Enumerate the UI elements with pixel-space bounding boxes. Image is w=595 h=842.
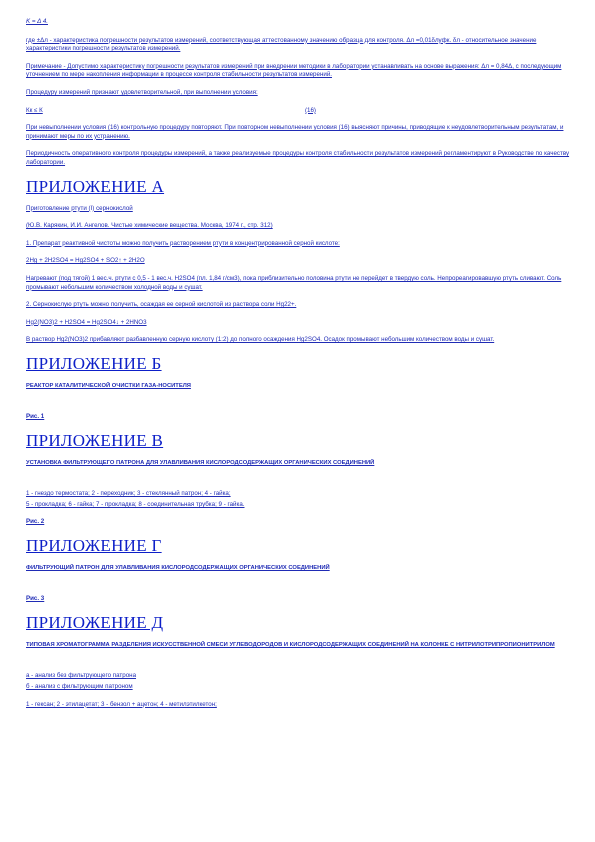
appendix-v-legend-2: 5 - прокладка; 6 - гайка; 7 - прокладка; 8 - соединительная трубка; 9 - гайка. xyxy=(26,500,245,508)
figure-3-caption: Рис. 3 xyxy=(26,595,45,603)
appendix-a-title: Приготовление ртути (I) сернокислой xyxy=(26,204,133,212)
formula-16 xyxy=(26,107,316,116)
appendix-a-equation-2: Hg2(NO3)2 + H2SO4 = Hg2SO4↓ + 2HNO3 xyxy=(26,318,147,326)
appendix-g-title: ФИЛЬТРУЮЩИЙ ПАТРОН ДЛЯ УЛАВЛИВАНИЯ КИСЛОРОДСОДЕРЖАЩИХ ОРГАНИЧЕСКИХ СОЕДИНЕНИЙ xyxy=(26,565,330,572)
appendix-a-reference: (Ю.В. Карякин, И.И. Ангелов. Чистые химические вещества. Москва, 1974 г., стр. 312) xyxy=(26,222,273,230)
appendix-a-step-1: 1. Препарат реактивной чистоты можно получить растворением ртути в концентрированной серной кислоте: xyxy=(26,239,340,247)
appendix-a-heating: Нагревают (под тягой) 1 вес.ч. ртути с 0,5 - 1 вес.ч. H2SO4 (пл. 1,84 г/см3), пока приблизительно половина ртути не перейдет в твердую соль. Непрореагировавшую ртуть сливают. Соль промывают небольшим количеством холодной воды и сушат. xyxy=(26,274,562,291)
formula-16-number: (16) xyxy=(304,106,316,114)
heading-appendix-d: ПРИЛОЖЕНИЕ Д xyxy=(26,613,164,633)
appendix-a-solution: В раствор Hg2(NO3)2 прибавляют разбавленную серную кислоту (1:2) до полного осаждения Hg2SO4. Осадок промывают небольшим количеством воды и сушат. xyxy=(26,336,495,344)
heading-appendix-a: ПРИЛОЖЕНИЕ А xyxy=(26,176,165,196)
heading-appendix-g: ПРИЛОЖЕНИЕ Г xyxy=(26,536,162,556)
paragraph-note: Примечание - Допустимо характеристику погрешности результатов измерений при внедрении методики в лаборатории устанавливать на основе выражения: Δл = 0,84Δ, с последующим уточнением по мере накопления информации в процессе контроля стабильности результатов измерений. xyxy=(26,62,562,79)
document-page xyxy=(26,18,574,718)
appendix-b-title: РЕАКТОР КАТАЛИТИЧЕСКОЙ ОЧИСТКИ ГАЗА-НОСИТЕЛЯ xyxy=(26,382,191,389)
paragraph-failure: При невыполнении условия (16) контрольную процедуру повторяют. При повторном невыполнении условия (16) выясняют причины, приводящие к неудовлетворительным результатам, и принимают меры по их устранению. xyxy=(26,124,564,140)
figure-1-caption: Рис. 1 xyxy=(26,413,45,421)
appendix-v-title: УСТАНОВКА ФИЛЬТРУЮЩЕГО ПАТРОНА ДЛЯ УЛАВЛИВАНИЯ КИСЛОРОДСОДЕРЖАЩИХ ОРГАНИЧЕСКИХ СОЕДИНЕНИЙ xyxy=(26,459,375,466)
appendix-d-analysis-b: б - анализ с фильтрующим патроном xyxy=(26,683,133,691)
appendix-a-step-2: 2. Сернокислую ртуть можно получить, осаждая ее серной кислотой из раствора соли Hg22+. xyxy=(26,301,297,309)
heading-appendix-v: ПРИЛОЖЕНИЕ В xyxy=(26,430,164,450)
appendix-v-legend-1: 1 - гнездо термостата; 2 - переходник; 3 - стеклянный патрон; 4 - гайка; xyxy=(26,490,231,498)
paragraph-delta: где ±Δл - характеристика погрешности результатов измерений, соответствующая аттестованному значению образца для контроля. Δл =0,01δлyфк. δл - относительное значение характеристики погрешности результатов измерений. xyxy=(26,36,537,53)
formula-16-expression: Кк ≤ К xyxy=(26,106,43,114)
paragraph-periodicity: Периодичность оперативного контроля процедуры измерений, а также реализуемые процедуры контроля стабильности результатов измерений регламентируют в Руководстве по качеству лаборатории. xyxy=(26,150,570,166)
formula-k: K = Δ 4. xyxy=(26,18,48,25)
figure-2-caption: Рис. 2 xyxy=(26,518,45,526)
heading-appendix-b: ПРИЛОЖЕНИЕ Б xyxy=(26,353,162,373)
paragraph-procedure: Процедуру измерений признают удовлетворительной, при выполнении условия: xyxy=(26,88,258,96)
appendix-d-title: ТИПОВАЯ ХРОМАТОГРАММА РАЗДЕЛЕНИЯ ИСКУССТВЕННОЙ СМЕСИ УГЛЕВОДОРОДОВ И КИСЛОРОДСОДЕРЖАЩИХ СОЕДИНЕНИЙ НА КОЛОНКЕ С НИТРИЛОТРИПРОПИОНИТРИЛОМ xyxy=(26,642,555,649)
appendix-a-equation-1: 2Hg + 2H2SO4 = Hg2SO4 + SO2↑ + 2H2O xyxy=(26,257,145,265)
appendix-d-legend: 1 - гексан; 2 - этилацетат; 3 - бензол + ацетон; 4 - метилэтилкетон; xyxy=(26,700,217,708)
appendix-d-analysis-a: а - анализ без фильтрующего патрона xyxy=(26,672,137,680)
